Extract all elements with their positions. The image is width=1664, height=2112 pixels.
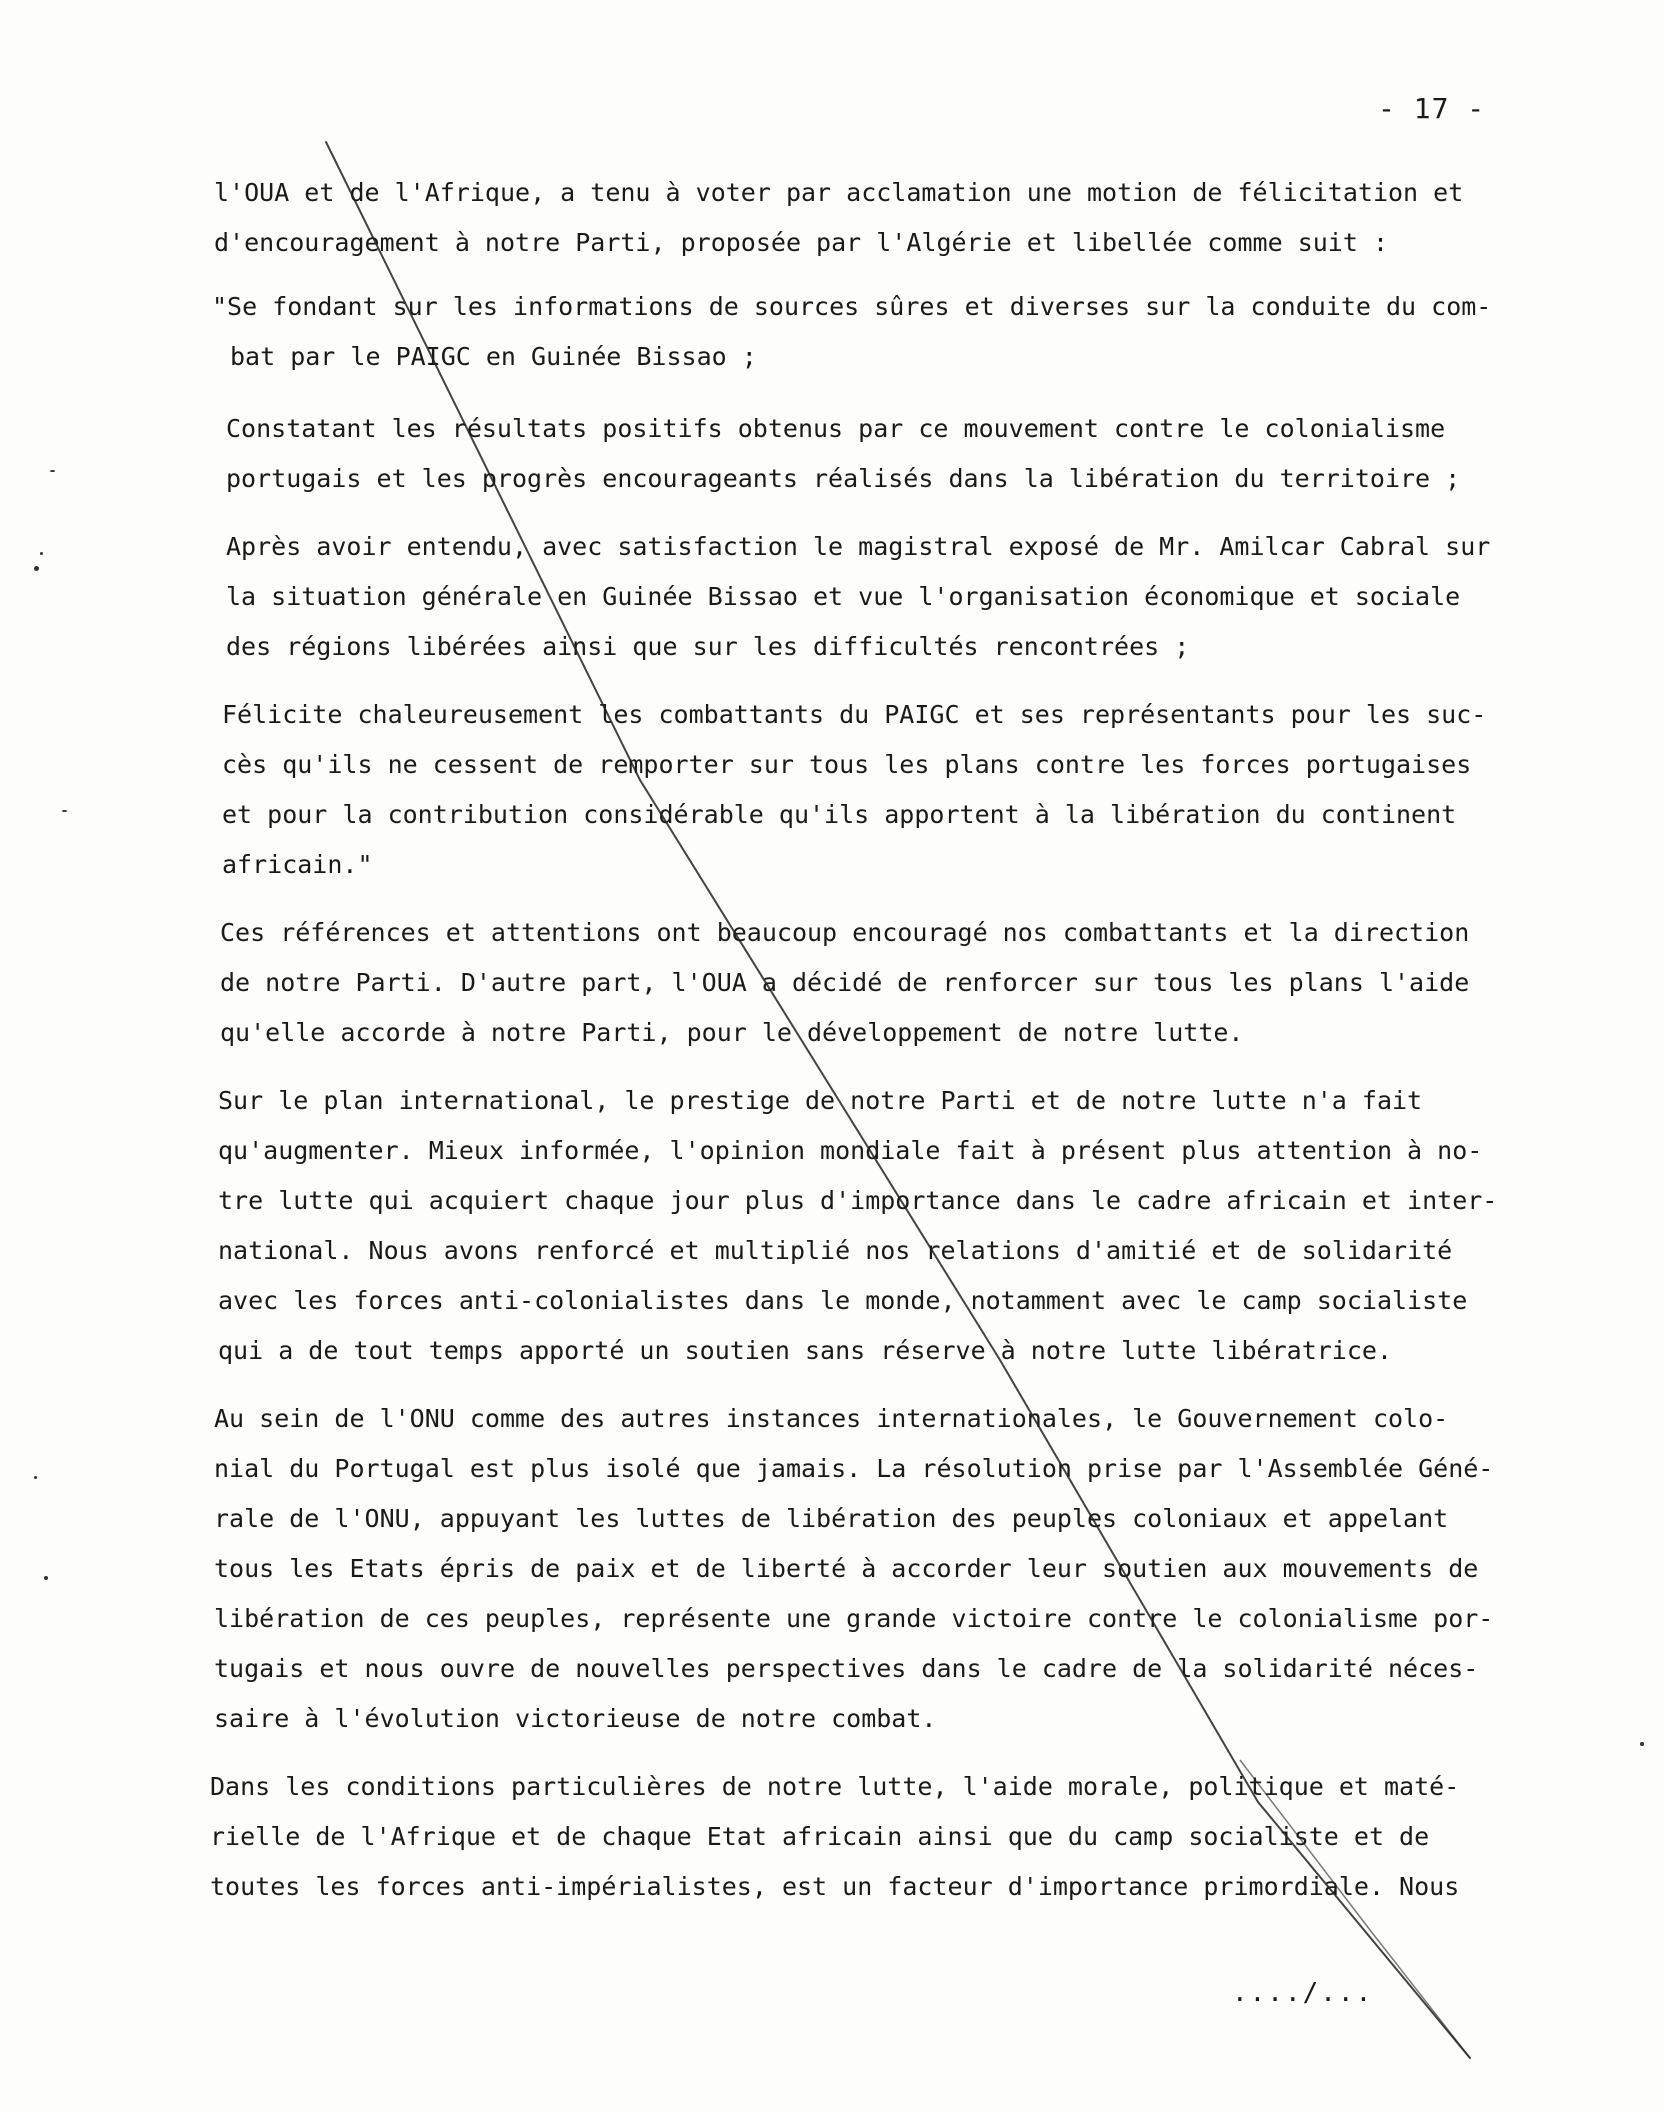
text-line: qui a de tout temps apporté un soutien sans réserve à notre lutte libératrice. — [218, 1336, 1392, 1365]
text-line: toutes les forces anti-impérialistes, est un facteur d'importance primordiale. Nous — [210, 1872, 1460, 1901]
scan-speck — [34, 566, 39, 571]
continuation-mark: ..../... — [1232, 1978, 1374, 2008]
text-line: tre lutte qui acquiert chaque jour plus d'importance dans le cadre africain et inter- — [218, 1186, 1498, 1215]
text-line: qu'augmenter. Mieux informée, l'opinion mondiale fait à présent plus attention à no- — [218, 1136, 1483, 1165]
text-line: tous les Etats épris de paix et de liberté à accorder leur soutien aux mouvements de — [214, 1554, 1479, 1583]
text-line: la situation générale en Guinée Bissao et vue l'organisation économique et sociale — [226, 582, 1461, 611]
text-line: bat par le PAIGC en Guinée Bissao ; — [230, 342, 757, 371]
text-line: Au sein de l'ONU comme des autres instances internationales, le Gouvernement colo- — [214, 1404, 1449, 1433]
text-line: Sur le plan international, le prestige de notre Parti et de notre lutte n'a fait — [218, 1086, 1423, 1115]
page-number: - 17 - — [1378, 92, 1486, 125]
scan-speck — [40, 552, 43, 555]
text-line: et pour la contribution considérable qu'ils apportent à la libération du continent — [222, 800, 1457, 829]
text-line: saire à l'évolution victorieuse de notre combat. — [214, 1704, 937, 1733]
text-line: national. Nous avons renforcé et multiplié nos relations d'amitié et de solidarité — [218, 1236, 1453, 1265]
text-line: tugais et nous ouvre de nouvelles perspectives dans le cadre de la solidarité néces- — [214, 1654, 1479, 1683]
text-line: qu'elle accorde à notre Parti, pour le développement de notre lutte. — [220, 1018, 1244, 1047]
text-line: l'OUA et de l'Afrique, a tenu à voter par acclamation une motion de félicitation et — [214, 178, 1464, 207]
text-line: "Se fondant sur les informations de sources sûres et diverses sur la conduite du com- — [212, 292, 1492, 321]
scan-speck — [1640, 1742, 1644, 1746]
text-line: avec les forces anti-colonialistes dans le monde, notamment avec le camp socialiste — [218, 1286, 1468, 1315]
text-line: de notre Parti. D'autre part, l'OUA a décidé de renforcer sur tous les plans l'aide — [220, 968, 1470, 997]
text-line: Constatant les résultats positifs obtenus par ce mouvement contre le colonialisme — [226, 414, 1446, 443]
scan-speck — [62, 810, 67, 812]
text-line: rale de l'ONU, appuyant les luttes de libération des peuples coloniaux et appelant — [214, 1504, 1449, 1533]
text-line: Ces références et attentions ont beaucoup encouragé nos combattants et la direction — [220, 918, 1470, 947]
text-line: Félicite chaleureusement les combattants du PAIGC et ses représentants pour les suc- — [222, 700, 1487, 729]
text-line: Dans les conditions particulières de notre lutte, l'aide morale, politique et maté- — [210, 1772, 1460, 1801]
text-line: libération de ces peuples, représente une grande victoire contre le colonialisme por- — [214, 1604, 1494, 1633]
text-line: cès qu'ils ne cessent de remporter sur tous les plans contre les forces portugaises — [222, 750, 1472, 779]
text-line: nial du Portugal est plus isolé que jamais. La résolution prise par l'Assemblée Géné- — [214, 1454, 1494, 1483]
diagonal-line-thick — [1240, 1760, 1470, 2058]
text-line: rielle de l'Afrique et de chaque Etat africain ainsi que du camp socialiste et de — [210, 1822, 1430, 1851]
scan-speck — [50, 470, 55, 472]
text-line: des régions libérées ainsi que sur les difficultés rencontrées ; — [226, 632, 1190, 661]
text-line: africain." — [222, 850, 373, 879]
text-line: d'encouragement à notre Parti, proposée par l'Algérie et libellée comme suit : — [214, 228, 1388, 257]
text-line: Après avoir entendu, avec satisfaction le magistral exposé de Mr. Amilcar Cabral sur — [226, 532, 1491, 561]
scan-speck — [44, 1576, 48, 1580]
text-line: portugais et les progrès encourageants réalisés dans la libération du territoire ; — [226, 464, 1461, 493]
scan-speck — [34, 1476, 37, 1479]
